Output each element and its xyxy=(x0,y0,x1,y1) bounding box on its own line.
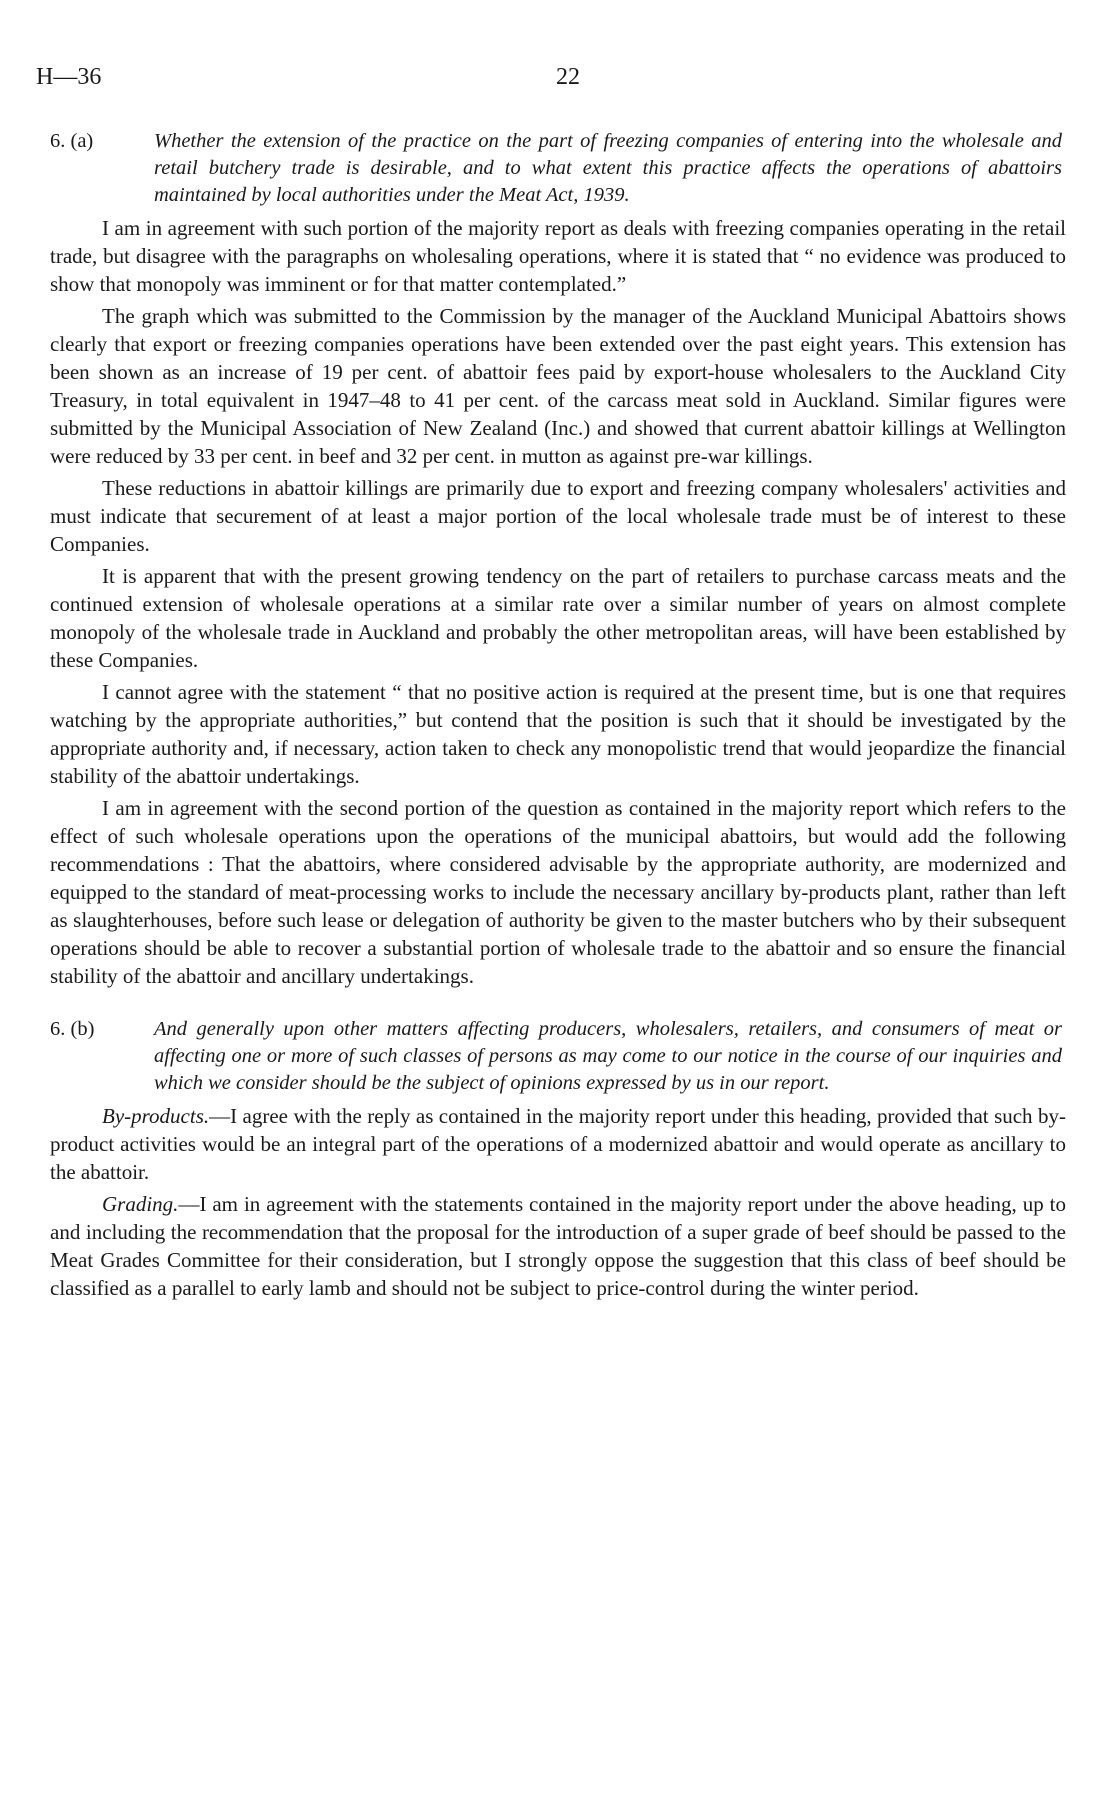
question-number: 6. (a) xyxy=(50,130,94,152)
question-text: And generally upon other matters affecting producers, wholesalers, retailers, and consumers of meat or affecting one or more of such classes of persons as may come to our notice in the course of our inquiries and which we consider should be the subject of opinions expressed by us in our report. xyxy=(154,1018,1062,1094)
paragraph: I am in agreement with the second portion of the question as contained in the majority report which refers to the effect of such wholesale operations upon the operations of the municipal abattoirs, but would add the following recommendations : That the abattoirs, where considered advisable by the appropriate authority, are modernized and equipped to the standard of meat-processing works to include the necessary ancillary by-products plant, rather than left as slaughterhouses, before such lease or delegation of authority be given to the master butchers who by their subsequent operations should be able to recover a substantial portion of wholesale trade to the abattoir and so ensure the financial stability of the abattoir and ancillary undertakings. xyxy=(50,796,1066,988)
page-header xyxy=(36,64,1076,98)
question-text: Whether the extension of the practice on the part of freezing companies of entering into the wholesale and retail butchery trade is desirable, and to what extent this practice affects the operations of abattoirs maintained by local authorities under the Meat Act, 1939. xyxy=(154,130,1062,206)
paragraph-grading xyxy=(50,1190,1066,1302)
paragraph: These reductions in abattoir killings are primarily due to export and freezing company wholesalers' activities and must indicate that securement of at least a major portion of the local wholesale trade must be of interest to these Companies. xyxy=(50,476,1066,556)
paragraph-heading: Grading. xyxy=(102,1192,179,1216)
paragraph-text: —I am in agreement with the statements contained in the majority report under the above heading, up to and including the recommendation that the proposal for the introduction of a super grade of beef should be passed to the Meat Grades Committee for their consideration, but I strongly oppose the suggestion that this class of beef should be classified as a parallel to early lamb and should not be subject to price-control during the winter period. xyxy=(50,1192,1066,1300)
paragraph: I am in agreement with such portion of the majority report as deals with freezing companies operating in the retail trade, but disagree with the paragraphs on wholesaling operations, where it is stated that “ no evidence was produced to show that monopoly was imminent or for that matter contemplated.” xyxy=(50,216,1066,296)
question-6a xyxy=(50,128,1066,209)
paragraph: The graph which was submitted to the Commission by the manager of the Auckland Municipal Abattoirs shows clearly that export or freezing companies operations have been extended over the past eight years. This extension has been shown as an increase of 19 per cent. of abattoir fees paid by export-house wholesalers to the Auckland City Treasury, in total equivalent in 1947–48 to 41 per cent. of the carcass meat sold in Auckland. Similar figures were submitted by the Municipal Association of New Zealand (Inc.) and showed that current abattoir killings at Wellington were reduced by 33 per cent. in beef and 32 per cent. in mutton as against pre-war killings. xyxy=(50,304,1066,468)
paragraph: I cannot agree with the statement “ that no positive action is required at the present time, but is one that requires watching by the appropriate authorities,” but contend that the position is such that it should be investigated by the appropriate authority and, if necessary, action taken to check any monopolistic trend that would jeopardize the financial stability of the abattoir undertakings. xyxy=(50,680,1066,788)
section-spacer xyxy=(50,994,1066,1016)
page-body xyxy=(50,128,1066,1306)
paragraph-by-products xyxy=(50,1102,1066,1186)
page-number: 22 xyxy=(556,64,580,90)
document-reference: H—36 xyxy=(36,64,102,90)
paragraph-text: —I agree with the reply as contained in the majority report under this heading, provided that such by-product activities would be an integral part of the operations of a modernized abattoir and would operate as ancillary to the abattoir. xyxy=(50,1104,1066,1184)
question-6b xyxy=(50,1016,1066,1097)
paragraph-heading: By-products. xyxy=(102,1104,210,1128)
question-number: 6. (b) xyxy=(50,1018,95,1040)
paragraph: It is apparent that with the present growing tendency on the part of retailers to purchase carcass meats and the continued extension of wholesale operations at a similar rate over a similar number of years on almost complete monopoly of the wholesale trade in Auckland and probably the other metropolitan areas, will have been established by these Companies. xyxy=(50,564,1066,672)
